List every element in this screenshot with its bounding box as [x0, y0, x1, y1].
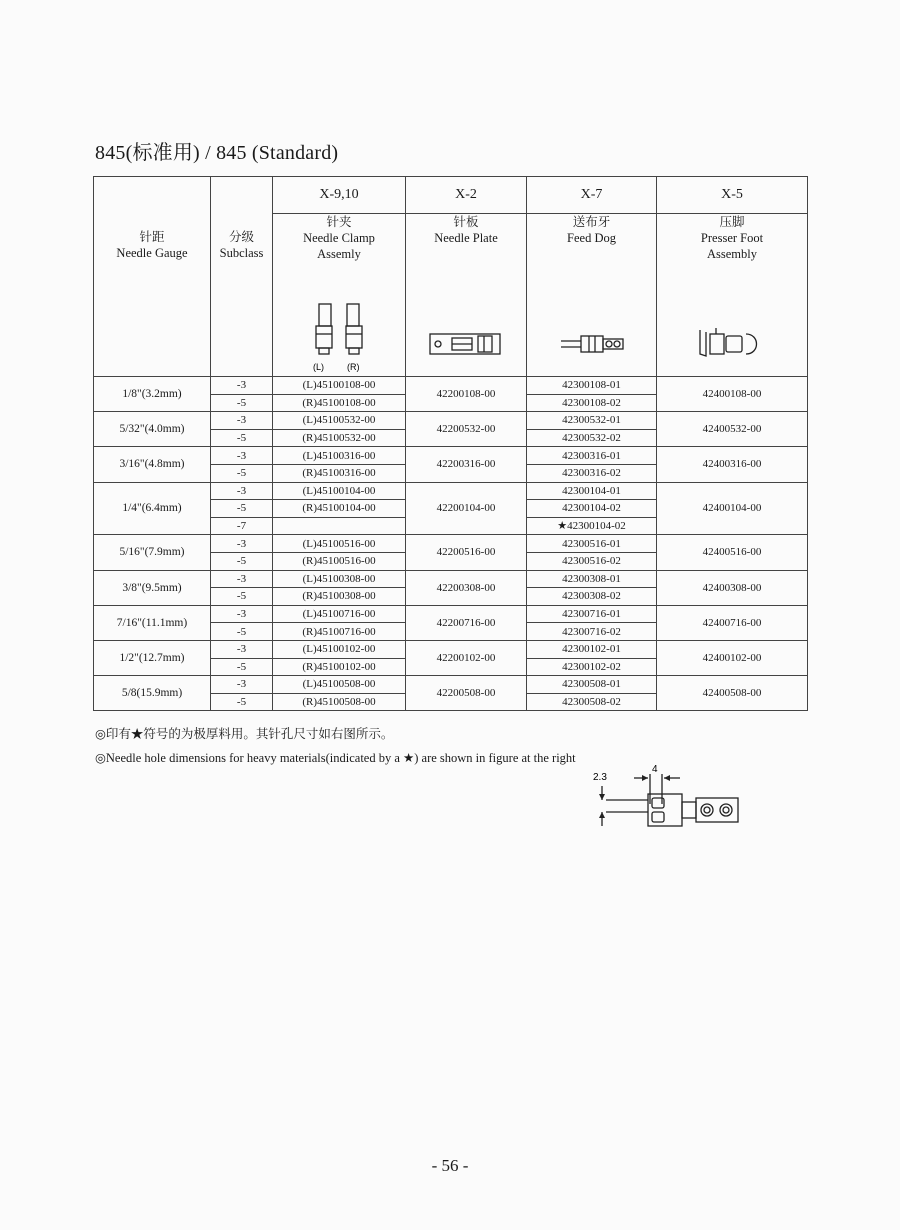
feed-dog-cell: 42300308-01	[527, 570, 657, 588]
presser-foot-cell: 42400308-00	[657, 570, 808, 605]
subclass-cell: -5	[211, 464, 273, 482]
needle-gauge-cell: 5/16"(7.9mm)	[94, 535, 211, 570]
feed-dog-cell: 42300102-02	[527, 658, 657, 676]
subclass-cell: -3	[211, 482, 273, 500]
feed-dog-cell: 42300508-02	[527, 693, 657, 711]
needle-plate-cell: 42200516-00	[406, 535, 527, 570]
header-label-en: Needle Clamp	[303, 231, 375, 245]
presser-foot-cell: 42400108-00	[657, 377, 808, 412]
needle-gauge-cell: 5/32"(4.0mm)	[94, 412, 211, 447]
table-row	[94, 570, 808, 588]
header-needle-plate	[406, 214, 527, 377]
needle-clamp-cell: (L)45100516-00	[273, 535, 406, 553]
needle-hole-figure	[588, 764, 748, 834]
feed-dog-cell: 42300104-02	[527, 500, 657, 518]
subclass-cell: -5	[211, 394, 273, 412]
presser-foot-cell: 42400104-00	[657, 482, 808, 535]
header-code-plate: X-2	[406, 177, 527, 214]
table-row	[94, 640, 808, 658]
page-number: - 56 -	[431, 1156, 469, 1175]
header-subclass	[211, 177, 273, 377]
feed-dog-cell: 42300532-01	[527, 412, 657, 430]
needle-clamp-icon	[294, 298, 384, 374]
dim-label-a: 2.3	[593, 772, 607, 783]
needle-clamp-cell: (L)45100316-00	[273, 447, 406, 465]
needle-clamp-cell: (L)45100104-00	[273, 482, 406, 500]
needle-plate-cell: 42200316-00	[406, 447, 527, 482]
note-en: ◎Needle hole dimensions for heavy materials(indicated by a ★) are shown in figure at the right	[95, 751, 576, 765]
subclass-cell: -5	[211, 500, 273, 518]
feed-dog-icon	[557, 332, 627, 356]
needle-gauge-cell: 1/2"(12.7mm)	[94, 640, 211, 675]
needle-plate-cell: 42200532-00	[406, 412, 527, 447]
feed-dog-cell: 42300716-01	[527, 605, 657, 623]
needle-clamp-cell: (L)45100716-00	[273, 605, 406, 623]
header-label-zh: 针夹	[326, 215, 352, 229]
table-row	[94, 377, 808, 395]
header-code-feed: X-7	[527, 177, 657, 214]
table-row	[94, 605, 808, 623]
subclass-cell: -5	[211, 429, 273, 447]
header-needle-gauge	[94, 177, 211, 377]
header-label-en: Needle Plate	[434, 231, 498, 245]
subclass-cell: -3	[211, 570, 273, 588]
clamp-label-l: (L)	[313, 362, 324, 372]
needle-plate-cell: 42200108-00	[406, 377, 527, 412]
header-label-en2: Assembly	[707, 247, 757, 261]
header-code-row	[94, 177, 808, 214]
notes	[95, 722, 576, 770]
feed-dog-cell: 42300108-01	[527, 377, 657, 395]
feed-dog-cell: 42300516-01	[527, 535, 657, 553]
presser-foot-cell: 42400516-00	[657, 535, 808, 570]
subclass-cell: -5	[211, 693, 273, 711]
needle-gauge-cell: 1/8"(3.2mm)	[94, 377, 211, 412]
subclass-cell: -3	[211, 605, 273, 623]
presser-foot-cell: 42400508-00	[657, 676, 808, 711]
header-label-zh: 送布牙	[572, 215, 611, 229]
table-row	[94, 535, 808, 553]
subclass-cell: -5	[211, 623, 273, 641]
subclass-cell: -5	[211, 588, 273, 606]
feed-dog-cell: 42300716-02	[527, 623, 657, 641]
header-presser-foot	[657, 214, 808, 377]
header-label-zh: 针板	[453, 215, 479, 229]
needle-clamp-cell: (L)45100508-00	[273, 676, 406, 694]
presser-foot-cell: 42400532-00	[657, 412, 808, 447]
header-label-en: Needle Gauge	[116, 246, 188, 260]
table-row	[94, 447, 808, 465]
needle-clamp-cell: (R)45100102-00	[273, 658, 406, 676]
header-label-zh: 针距	[139, 230, 165, 244]
table-row	[94, 482, 808, 500]
needle-clamp-cell: (R)45100508-00	[273, 693, 406, 711]
needle-clamp-cell: (R)45100316-00	[273, 464, 406, 482]
needle-clamp-cell: (L)45100108-00	[273, 377, 406, 395]
needle-plate-cell: 42200102-00	[406, 640, 527, 675]
needle-gauge-cell: 3/16"(4.8mm)	[94, 447, 211, 482]
needle-clamp-cell: (R)45100516-00	[273, 552, 406, 570]
header-label-en: Presser Foot	[700, 231, 764, 245]
subclass-cell: -7	[211, 517, 273, 535]
presser-foot-cell: 42400316-00	[657, 447, 808, 482]
needle-clamp-cell: (L)45100308-00	[273, 570, 406, 588]
needle-clamp-cell: (R)45100532-00	[273, 429, 406, 447]
subclass-cell: -5	[211, 658, 273, 676]
needle-clamp-cell: (R)45100108-00	[273, 394, 406, 412]
feed-dog-cell: 42300108-02	[527, 394, 657, 412]
feed-dog-cell: 42300308-02	[527, 588, 657, 606]
needle-clamp-cell	[273, 517, 406, 535]
needle-clamp-cell: (L)45100532-00	[273, 412, 406, 430]
subclass-cell: -3	[211, 535, 273, 553]
feed-dog-cell: 42300102-01	[527, 640, 657, 658]
feed-dog-cell: 42300516-02	[527, 552, 657, 570]
table-row	[94, 412, 808, 430]
feed-dog-cell: ★42300104-02	[527, 517, 657, 535]
subclass-cell: -3	[211, 640, 273, 658]
feed-dog-cell: 42300532-02	[527, 429, 657, 447]
header-needle-clamp	[273, 214, 406, 377]
presser-foot-icon	[694, 326, 770, 360]
needle-plate-icon	[428, 330, 504, 360]
header-feed-dog	[527, 214, 657, 377]
header-label-zh: 分级	[228, 230, 254, 244]
needle-clamp-cell: (R)45100308-00	[273, 588, 406, 606]
presser-foot-cell: 42400102-00	[657, 640, 808, 675]
feed-dog-cell: 42300316-01	[527, 447, 657, 465]
needle-plate-cell: 42200716-00	[406, 605, 527, 640]
needle-clamp-cell: (R)45100104-00	[273, 500, 406, 518]
presser-foot-cell: 42400716-00	[657, 605, 808, 640]
needle-gauge-cell: 5/8(15.9mm)	[94, 676, 211, 711]
needle-gauge-cell: 7/16"(11.1mm)	[94, 605, 211, 640]
needle-clamp-cell: (L)45100102-00	[273, 640, 406, 658]
table-row	[94, 676, 808, 694]
feed-dog-cell: 42300508-01	[527, 676, 657, 694]
header-label-zh: 压脚	[719, 215, 745, 229]
needle-plate-cell: 42200508-00	[406, 676, 527, 711]
subclass-cell: -5	[211, 552, 273, 570]
needle-plate-cell: 42200308-00	[406, 570, 527, 605]
dim-label-b: 4	[652, 764, 658, 775]
subclass-cell: -3	[211, 412, 273, 430]
header-label-en: Feed Dog	[567, 231, 616, 245]
page-title: 845(标准用) / 845 (Standard)	[95, 142, 339, 164]
clamp-label-r: (R)	[347, 362, 360, 372]
subclass-cell: -3	[211, 377, 273, 395]
parts-table	[93, 176, 808, 711]
header-label-en: Subclass	[219, 246, 264, 260]
header-code-foot: X-5	[657, 177, 808, 214]
header-code-clamp: X-9,10	[273, 177, 406, 214]
needle-gauge-cell: 3/8"(9.5mm)	[94, 570, 211, 605]
subclass-cell: -3	[211, 676, 273, 694]
needle-clamp-cell: (R)45100716-00	[273, 623, 406, 641]
subclass-cell: -3	[211, 447, 273, 465]
feed-dog-cell: 42300104-01	[527, 482, 657, 500]
note-zh: ◎印有★符号的为极厚料用。其针孔尺寸如右图所示。	[95, 727, 394, 741]
needle-gauge-cell: 1/4"(6.4mm)	[94, 482, 211, 535]
header-label-en2: Assemly	[317, 247, 361, 261]
needle-plate-cell: 42200104-00	[406, 482, 527, 535]
feed-dog-cell: 42300316-02	[527, 464, 657, 482]
